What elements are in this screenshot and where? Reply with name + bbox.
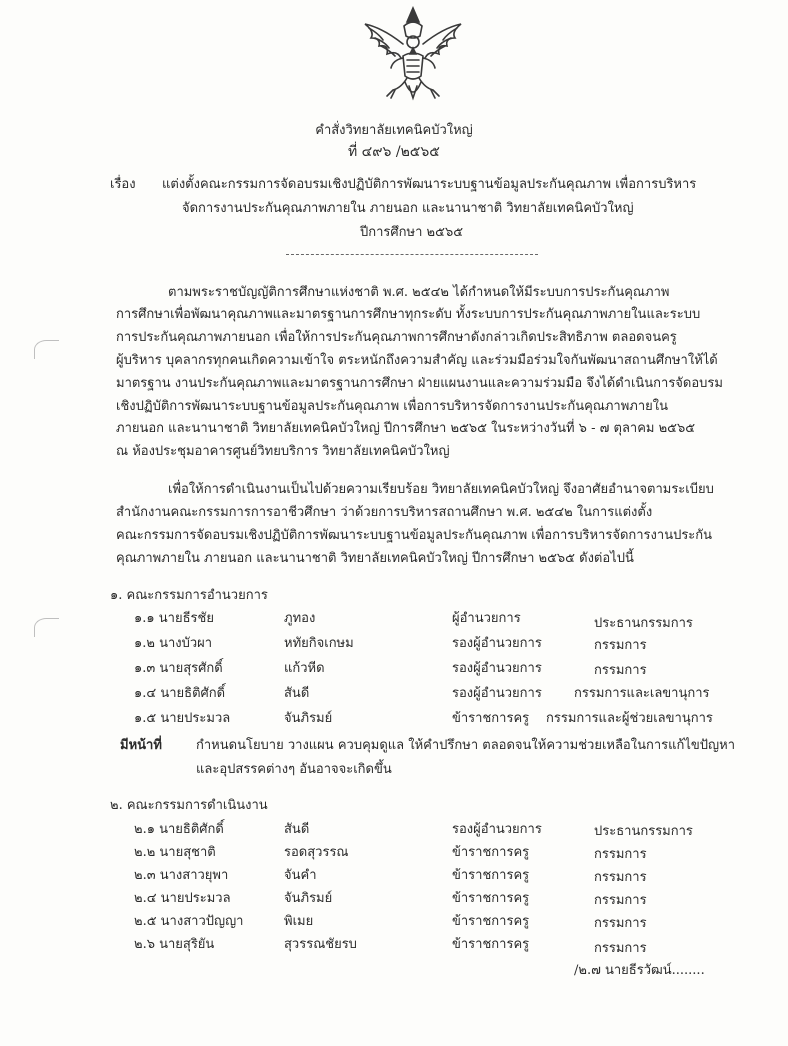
- para1-line: มาตรฐาน งานประกันคุณภาพและมาตรฐานการศึกษา ฝ่ายแผนงานและความร่วมมือ จึงได้ดำเนินการจัดอบรม: [116, 376, 723, 391]
- committee-first-name: ๒.๔ นายประมวล: [134, 891, 231, 906]
- committee-position: รองผู้อำนวยการ: [452, 822, 542, 837]
- committee-last-name: ภูทอง: [284, 611, 316, 626]
- subject-label: เรื่อง: [110, 177, 136, 192]
- order-title: คำสั่งวิทยาลัยเทคนิคบัวใหญ่: [315, 123, 473, 138]
- para1-line: ผู้บริหาร บุคลากรทุกคนเกิดความเข้าใจ ตระหนักถึงความสำคัญ และร่วมมือร่วมใจกันพัฒนาสถานศึกษาให้ได้: [116, 353, 718, 368]
- committee-role: กรรมการ: [594, 847, 647, 862]
- committee-position: ข้าราชการครู: [452, 937, 530, 952]
- para1-line: ภายนอก และนานาชาติ วิทยาลัยเทคนิคบัวใหญ่ ปีการศึกษา ๒๕๖๕ ในระหว่างวันที่ ๖ - ๗ ตุลาคม ๒๕๖๕: [116, 421, 696, 436]
- committee-position: ข้าราชการครู: [452, 891, 530, 906]
- para1-line: ตามพระราชบัญญัติการศึกษาแห่งชาติ พ.ศ. ๒๕๔๒ ได้กำหนดให้มีระบบการประกันคุณภาพ: [168, 285, 670, 300]
- para1-line: การประกันคุณภาพภายนอก เพื่อให้การประกันคุณภาพการศึกษาดังกล่าวเกิดประสิทธิภาพ ตลอดจนครู: [116, 330, 677, 345]
- committee-last-name: สันดี: [284, 686, 310, 701]
- subject-line-2: จัดการงานประกันคุณภาพภายใน ภายนอก และนานาชาติ วิทยาลัยเทคนิคบัวใหญ่: [182, 201, 634, 216]
- para2-line: คณะกรรมการจัดอบรมเชิงปฏิบัติการพัฒนาระบบฐานข้อมูลประกันคุณภาพ เพื่อการบริหารจัดการงานประกัน: [116, 528, 713, 543]
- committee-position: รองผู้อำนวยการ: [452, 686, 542, 701]
- header-divider: [286, 254, 538, 255]
- section1-title: ๑. คณะกรรมการอำนวยการ: [110, 588, 268, 603]
- committee-role: กรรมการ: [594, 941, 647, 956]
- committee-role: ประธานกรรมการ: [594, 616, 693, 631]
- section2-title: ๒. คณะกรรมการดำเนินงาน: [110, 798, 268, 813]
- committee-position: ข้าราชการครู: [452, 868, 530, 883]
- punch-hole-mark: [34, 340, 59, 359]
- committee-role: กรรมการและผู้ช่วยเลขานุการ: [546, 711, 713, 726]
- para1-line: ณ ห้องประชุมอาคารศูนย์วิทยบริการ วิทยาลัยเทคนิคบัวใหญ่: [116, 444, 450, 459]
- committee-first-name: ๒.๕ นางสาวปัญญา: [134, 914, 244, 929]
- para2-line: เพื่อให้การดำเนินงานเป็นไปด้วยความเรียบร้อย วิทยาลัยเทคนิคบัวใหญ่ จึงอาศัยอำนาจตามระเบียบ: [168, 482, 714, 497]
- duty-line-1: กำหนดนโยบาย วางแผน ควบคุมดูแล ให้คำปรึกษา ตลอดจนให้ความช่วยเหลือในการแก้ไขปัญหา: [196, 738, 736, 753]
- committee-last-name: จันภิรมย์: [284, 711, 333, 726]
- committee-position: ข้าราชการครู: [452, 711, 530, 726]
- committee-last-name: จันภิรมย์: [284, 891, 333, 906]
- committee-position: ข้าราชการครู: [452, 914, 530, 929]
- committee-last-name: จันคำ: [284, 868, 317, 883]
- para1-line: เชิงปฏิบัติการพัฒนาระบบฐานข้อมูลประกันคุณภาพ เพื่อการบริหารจัดการงานประกันคุณภาพภายใน: [116, 399, 668, 414]
- committee-last-name: พิเมย: [284, 914, 314, 929]
- committee-first-name: ๑.๓ นายสุรศักดิ์: [134, 661, 223, 676]
- committee-first-name: ๑.๕ นายประมวล: [134, 711, 231, 726]
- committee-last-name: แก้วหีด: [284, 661, 325, 676]
- duty-label: มีหน้าที่: [120, 738, 162, 753]
- committee-first-name: ๑.๑ นายธีรชัย: [134, 611, 214, 626]
- committee-position: ผู้อำนวยการ: [452, 611, 521, 626]
- committee-first-name: ๒.๓ นางสาวยุพา: [134, 868, 229, 883]
- committee-first-name: ๒.๖ นายสุริยัน: [134, 937, 215, 952]
- committee-first-name: ๒.๒ นายสุชาติ: [134, 845, 216, 860]
- subject-line-1: แต่งตั้งคณะกรรมการจัดอบรมเชิงปฏิบัติการพัฒนาระบบฐานข้อมูลประกันคุณภาพ เพื่อการบริหาร: [162, 177, 697, 192]
- garuda-emblem-icon: [357, 4, 469, 104]
- committee-role: กรรมการ: [594, 916, 647, 931]
- committee-role: กรรมการ: [594, 893, 647, 908]
- order-number: ที่ ๔๙๖ /๒๕๖๕: [348, 144, 440, 160]
- committee-first-name: ๑.๔ นายธิติศักดิ์: [134, 686, 226, 701]
- para2-line: สำนักงานคณะกรรมการการอาชีวศึกษา ว่าด้วยการบริหารสถานศึกษา พ.ศ. ๒๕๔๒ ในการแต่งตั้ง: [116, 505, 653, 520]
- committee-last-name: รอดสุวรรณ: [284, 845, 349, 860]
- committee-role: กรรมการ: [594, 663, 647, 678]
- committee-last-name: สันดี: [284, 822, 310, 837]
- committee-position: รองผู้อำนวยการ: [452, 636, 542, 651]
- committee-role: กรรมการ: [594, 638, 647, 653]
- committee-last-name: สุวรรณชัยรบ: [284, 937, 357, 952]
- committee-role: ประธานกรรมการ: [594, 824, 693, 839]
- committee-first-name: ๑.๒ นางบัวผา: [134, 636, 213, 651]
- committee-position: ข้าราชการครู: [452, 845, 530, 860]
- committee-last-name: หทัยกิจเกษม: [284, 636, 354, 651]
- subject-line-3: ปีการศึกษา ๒๕๖๕: [360, 225, 464, 240]
- duty-line-2: และอุปสรรคต่างๆ อันอาจจะเกิดขึ้น: [196, 762, 392, 777]
- punch-hole-mark: [34, 618, 59, 637]
- committee-role: กรรมการ: [594, 870, 647, 885]
- committee-position: รองผู้อำนวยการ: [452, 661, 542, 676]
- para2-line: คุณภาพภายใน ภายนอก และนานาชาติ วิทยาลัยเทคนิคบัวใหญ่ ปีการศึกษา ๒๕๖๕ ดังต่อไปนี้: [116, 551, 634, 566]
- committee-role: กรรมการและเลขานุการ: [574, 686, 710, 701]
- committee-first-name: ๒.๑ นายธิติศักดิ์: [134, 822, 224, 837]
- continuation-note: /๒.๗ นายธีรวัฒน์........: [574, 963, 705, 978]
- para1-line: การศึกษาเพื่อพัฒนาคุณภาพและมาตรฐานการศึกษาทุกระดับ ทั้งระบบการประกันคุณภาพภายในและระบบ: [116, 307, 701, 322]
